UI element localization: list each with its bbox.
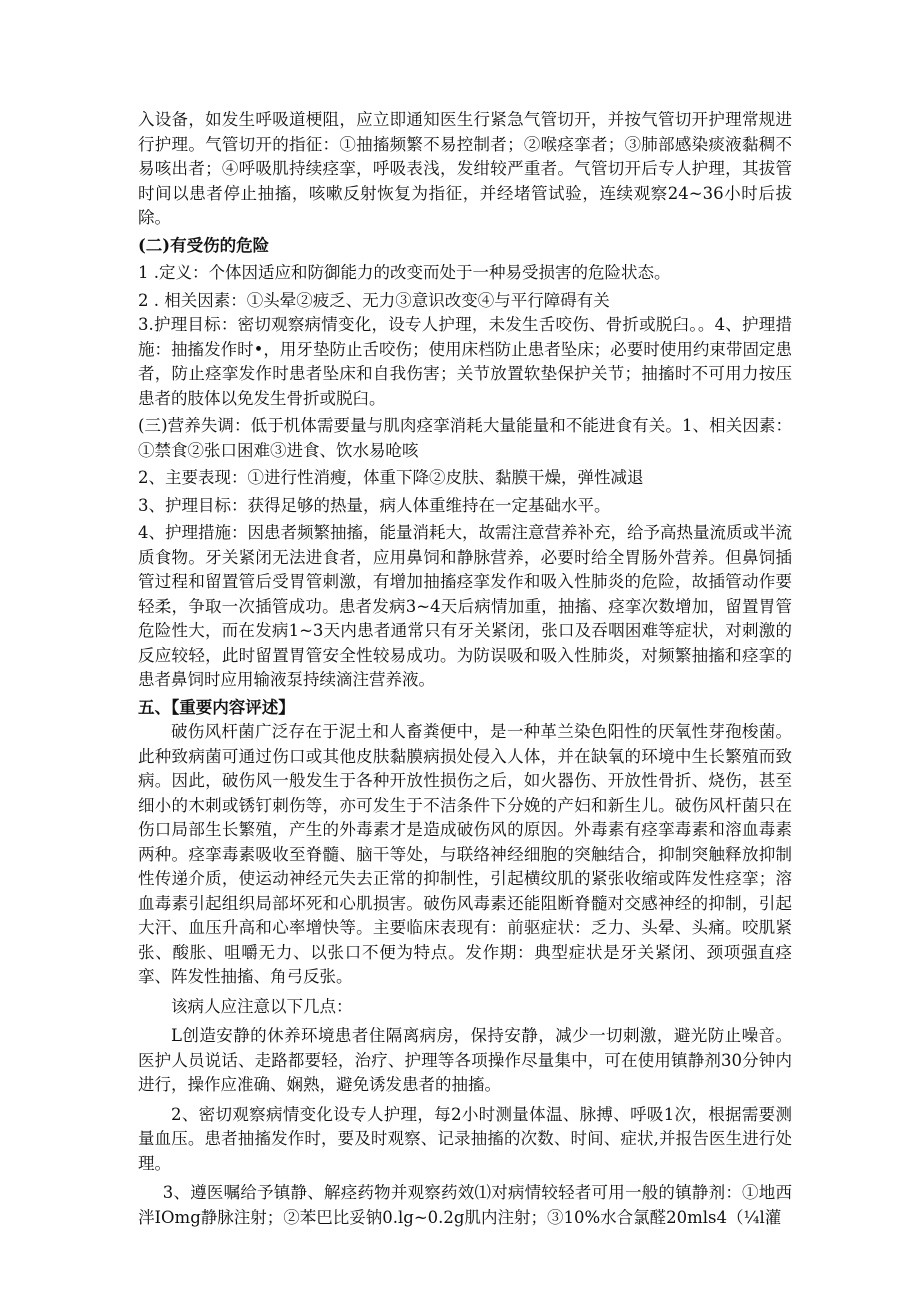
paragraph-main-symptoms: 2、主要表现：①进行性消瘦，体重下降②皮肤、黏膜干燥，弹性减退	[138, 468, 644, 487]
paragraph-related-factors: 2 . 相关因素：①头晕②疲乏、无力③意识改变④与平行障碍有关	[138, 290, 610, 310]
paragraph-nutrition-goal: 3、护理目标：获得足够的热量，病人体重维持在一定基础水平。	[138, 495, 611, 515]
heading-review: 五、【重要内容评述】	[138, 697, 295, 717]
paragraph-sedatives: 3、遵医嘱给予镇静、解痉药物并观察药效⑴对病情较轻者可用一般的镇静剂：①地西泮IOmg静脉注射；②苯巴比妥钠0.lg~0.2g肌内注射；③10%水合氯醛20mls4（¼l灌	[138, 1183, 792, 1227]
paragraph-nutrition-measures: 4、护理措施：因患者频繁抽搐，能量消耗大，故需注意营养补充，给予高热量流质或半流质食物。牙关紧闭无法进食者，应用鼻饲和静脉营养，必要时给全胃肠外营养。但鼻饲插管过程和留置管后受胃管刺激，有增加抽搐痉挛发作和吸入性肺炎的危险，故插管动作要轻柔，争取一次插管成功。患者发病3~4天后病情加重，抽搐、痉挛次数增加，留置胃管危险性大，而在发病1~3天内患者通常只有牙关紧闭，张口及吞咽困难等症状，对刺激的反应较轻，此时留置胃管安全性较易成功。为防误吸和吸入性肺炎，对频繁抽搐和痉挛的患者鼻饲时应用输液泵持续滴注营养液。	[138, 523, 792, 689]
paragraph-nutrition: (三)营养失调：低于机体需要量与肌肉痉挛消耗大量能量和不能进食有关。1、相关因素：①禁食②张口困难③进食、饮水易呛咳	[138, 416, 792, 460]
paragraph-notes-intro: 该病人应注意以下几点：	[171, 996, 353, 1016]
paragraph-airway: 入设备，如发生呼吸道梗阻，应立即通知医生行紧急气管切开，并按气管切开护理常规进行护理。气管切开的指征：①抽搐频繁不易控制者；②喉痉挛者；③肺部感染痰液黏稠不易咳出者；④呼吸肌持续痉挛，呼吸表浅，发绀较严重者。气管切开后专人护理，其拔管时间以患者停止抽搐，咳嗽反射恢复为指征，并经堵管试验，连续观察24~36小时后拔除。	[138, 110, 792, 227]
heading-injury-risk: (二)有受伤的危险	[138, 235, 270, 255]
paragraph-tetanus-overview: 破伤风杆菌广泛存在于泥土和人畜粪便中，是一种革兰染色阳性的厌氧性芽孢梭菌。此种致病菌可通过伤口或其他皮肤黏膜病损处侵入人体，并在缺氧的环境中生长繁殖而致病。因此，破伤风一般发生于各种开放性损伤之后，如火器伤、开放性骨折、烧伤，甚至细小的木刺或锈钉刺伤等，亦可发生于不洁条件下分娩的产妇和新生儿。破伤风杆菌只在伤口局部生长繁殖，产生的外毒素才是造成破伤风的原因。外毒素有痉挛毒素和溶血毒素两种。痉挛毒素吸收至脊髓、脑干等处，与联络神经细胞的突触结合，抑制突触释放抑制性传递介质，使运动神经元失去正常的抑制性，引起横纹肌的紧张收缩或阵发性痉挛；溶血毒素引起组织局部坏死和心肌损害。破伤风毒素还能阻断脊髓对交感神经的抑制，引起大汗、血压升高和心率增快等。主要临床表现有：前驱症状：乏力、头晕、头痛。咬肌紧张、酸胀、咀嚼无力、以张口不便为特点。发作期：典型症状是牙关紧闭、颈项强直痉挛、阵发性抽搐、角弓反张。	[138, 722, 792, 986]
paragraph-quiet-environment: L创造安静的休养环境患者住隔离病房，保持安静，减少一切刺激，避光防止噪音。医护人员说话、走路都要轻，治疗、护理等各项操作尽量集中，可在使用镇静剂30分钟内进行，操作应准确、娴熟，避免诱发患者的抽搐。	[138, 1026, 792, 1094]
paragraph-observation: 2、密切观察病情变化设专人护理，每2小时测量体温、脉搏、呼吸1次，根据需要测量血压。患者抽搐发作时，要及时观察、记录抽搐的次数、时间、症状,并报告医生进行处理。	[138, 1104, 792, 1173]
document-body	[138, 108, 792, 1230]
paragraph-nursing-goal: 3.护理目标：密切观察病情变化，设专人护理，未发生舌咬伤、骨折或脱臼。。4、护理措施：抽搐发作时•，用牙垫防止舌咬伤；使用床档防止患者坠床；必要时使用约束带固定患者，防止痉挛发作时患者坠床和自我伤害；关节放置软垫保护关节；抽搐时不可用力按压患者的肢体以免发生骨折或脱臼。	[138, 315, 792, 408]
paragraph-definition: 1 .定义：个体因适应和防御能力的改变而处于一种易受损害的危险状态。	[138, 263, 671, 282]
